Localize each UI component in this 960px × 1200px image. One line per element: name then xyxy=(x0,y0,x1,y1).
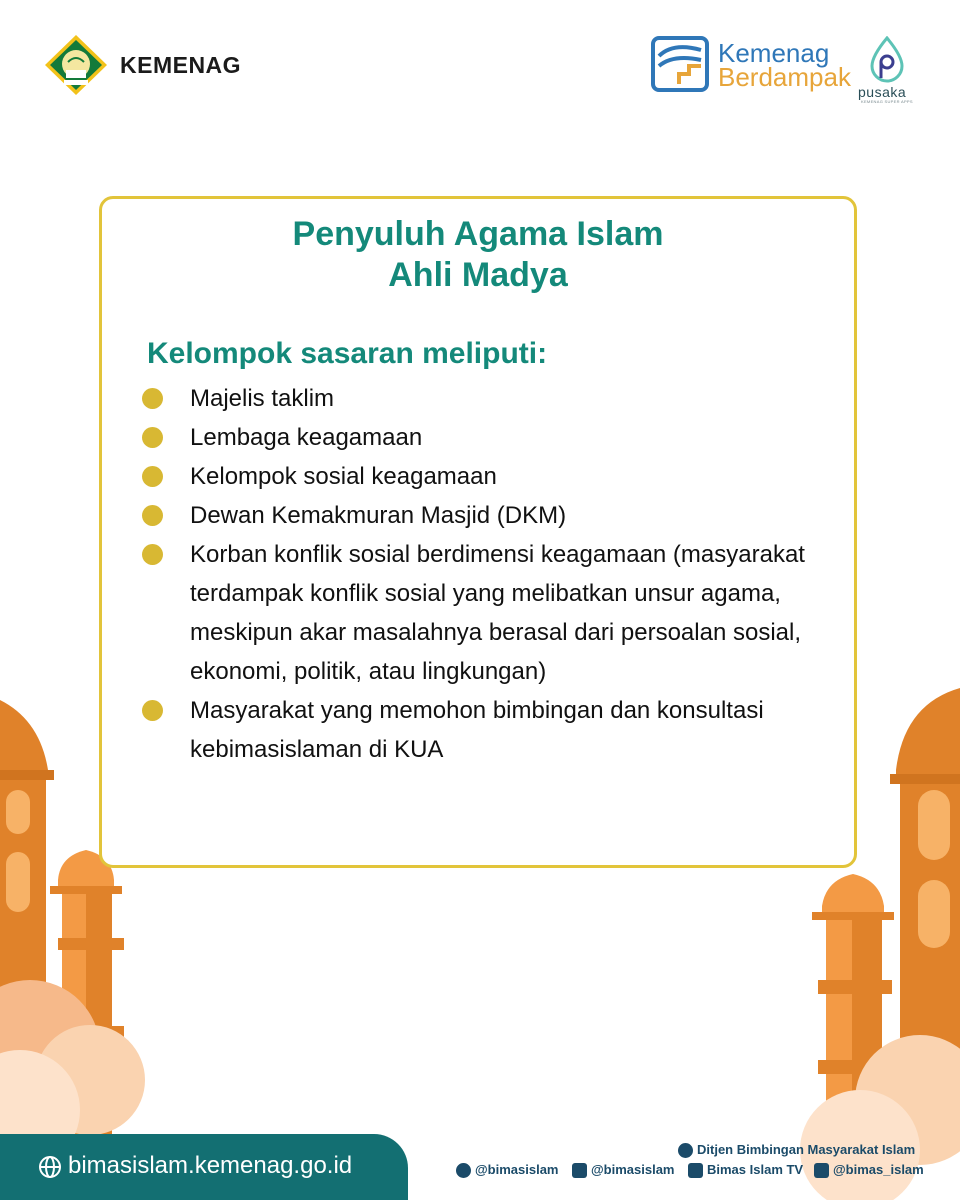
globe-icon xyxy=(38,1155,62,1179)
youtube-link[interactable] xyxy=(688,1162,803,1178)
list-item-text: Masyarakat yang memohon bimbingan dan konsultasi kebimasislaman di KUA xyxy=(190,697,764,763)
content-card xyxy=(99,196,857,868)
list-item-text: Dewan Kemakmuran Masjid (DKM) xyxy=(190,502,567,529)
list-item xyxy=(140,457,820,496)
berdampak-title: Kemenag xyxy=(718,38,830,68)
list-item xyxy=(140,691,820,769)
instagram-handle: @bimasislam xyxy=(591,1162,675,1177)
tiktok-icon xyxy=(814,1163,829,1178)
x-icon xyxy=(456,1163,471,1178)
kemenag-emblem-icon xyxy=(44,34,108,96)
berdampak-subtitle: Berdampak xyxy=(718,62,851,92)
card-subtitle: Kelompok sasaran meliputi: xyxy=(147,337,548,370)
x-link[interactable] xyxy=(456,1162,559,1178)
bullet-dot-icon xyxy=(142,544,163,565)
x-handle: @bimasislam xyxy=(475,1162,559,1177)
kemenag-berdampak-logo-icon xyxy=(651,36,709,92)
facebook-handle: Ditjen Bimbingan Masyarakat Islam xyxy=(697,1142,916,1157)
brand-name: KEMENAG xyxy=(120,52,242,78)
list-item xyxy=(140,379,820,418)
list-item-text: Korban konflik sosial berdimensi keagamaan (masyarakat terdampak konflik sosial yang melibatkan unsur agama, meskipun akar masalahnya berasal dari persoalan sosial, ekonomi, politik, atau lingkungan) xyxy=(190,541,805,685)
bullet-dot-icon xyxy=(142,427,163,448)
list-item xyxy=(140,418,820,457)
facebook-icon xyxy=(678,1143,693,1158)
youtube-handle: Bimas Islam TV xyxy=(707,1162,804,1177)
bullet-dot-icon xyxy=(142,700,163,721)
list-item-text: Lembaga keagamaan xyxy=(190,424,423,451)
pusaka-name: pusaka xyxy=(858,84,907,100)
youtube-icon xyxy=(688,1163,703,1178)
bullet-dot-icon xyxy=(142,388,163,409)
target-group-list xyxy=(140,379,820,769)
bullet-dot-icon xyxy=(142,466,163,487)
list-item xyxy=(140,496,820,535)
card-title-line2: Ahli Madya xyxy=(388,256,568,294)
website-link[interactable]: bimasislam.kemenag.go.id xyxy=(68,1152,353,1179)
tiktok-handle: @bimas_islam xyxy=(833,1162,924,1177)
pusaka-tagline: KEMENAG SUPER APPS xyxy=(861,99,913,104)
card-title-line1: Penyuluh Agama Islam xyxy=(292,215,664,253)
instagram-icon xyxy=(572,1163,587,1178)
tiktok-link[interactable] xyxy=(814,1162,924,1178)
list-item-text: Kelompok sosial keagamaan xyxy=(190,463,497,490)
bullet-dot-icon xyxy=(142,505,163,526)
list-item xyxy=(140,535,820,691)
pusaka-logo-icon xyxy=(866,36,908,84)
facebook-link[interactable] xyxy=(678,1142,915,1158)
list-item-text: Majelis taklim xyxy=(190,385,335,412)
instagram-link[interactable] xyxy=(572,1162,675,1178)
